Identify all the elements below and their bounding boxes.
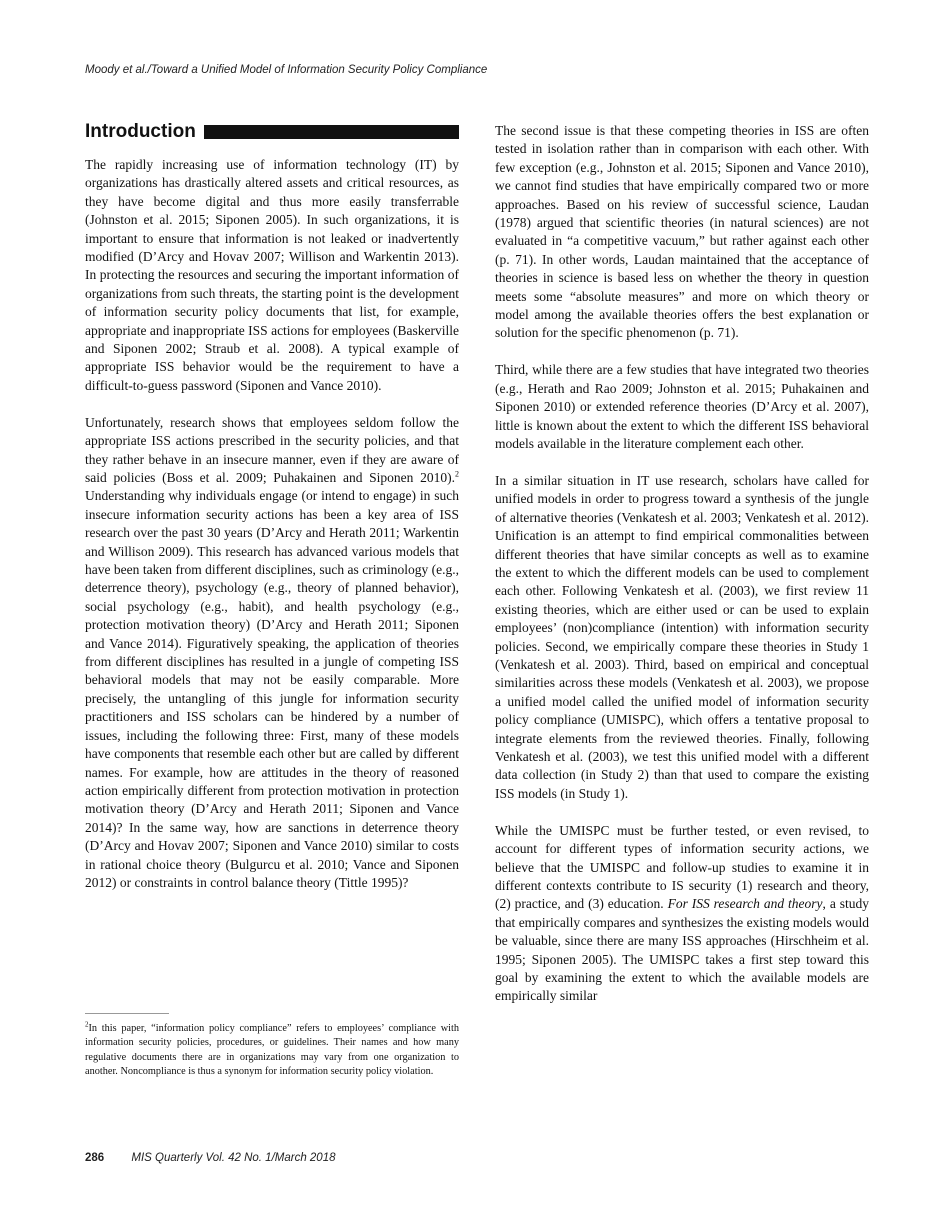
paragraph: The second issue is that these competing theories in ISS are often tested in isolation rather than in comparison with each other. With few exception (e.g., Johnston et al. 2015; Siponen and Vance 2010), we cannot find studies that have empirically compared two or more approaches. Based on his review of successful science, Laudan (1978) argued that scientific theories (in natural sciences) are not evaluated in “a competitive vacuum,” but rather against each other (p. 71). In other words, Laudan maintained that the acceptance of theories in science is based less on whether the theory in question meets some “absolute measures” and more on which theory or model among the available theories offers the best explanation or solution for the specific phenomenon (p. 71).	[495, 123, 869, 341]
running-header: Moody et al./Toward a Unified Model of Information Security Policy Compliance	[85, 64, 488, 76]
paragraph: The rapidly increasing use of information technology (IT) by organizations has drastically altered assets and critical resources, as they have become digital and thus more easily transferrable (Johnston et al. 2015; Siponen 2005). In such organizations, it is important to ensure that information is not leaked or inadvertently modified (D’Arcy and Hovav 2007; Willison and Warkentin 2013). In protecting the resources and securing the important information of organizations from such threats, the starting point is the development of information security policy documents that list, for example, appropriate and inappropriate ISS actions for employees (Baskerville and Siponen 2002; Straub et al. 2008). A typical example of appropriate ISS behavior would be the requirement to have a difficult-to-guess password (Siponen and Vance 2010).	[85, 157, 459, 393]
section-title: Introduction	[85, 121, 196, 142]
left-column	[85, 118, 459, 911]
journal-citation: MIS Quarterly Vol. 42 No. 1/March 2018	[131, 1152, 336, 1164]
paragraph-text: Understanding why individuals engage (or intend to engage) in such insecure information security actions has been a key area of ISS research over the past 30 years (D’Arcy and Herath 2011; Warkentin and Willison 2009). This research has advanced various models that have been taken from different disciplines, such as criminology (e.g., deterrence theory), psychology (e.g., theory of planned behavior), social psychology (e.g., habit), and health psychology (e.g., protection motivation theory) (D’Arcy and Herath 2011; Siponen and Vance 2014). Figuratively speaking, the application of theories from different disciplines has resulted in a jungle of competing ISS behavioral models that may not be easily comparable. More precisely, the untangling of this jungle for information security practitioners and ISS scholars can be hindered by a number of issues, including the following three: First, many of these models have components that resemble each other but are called by different names. For example, how are attitudes in the theory of reasoned action empirically different from protection motivation in protection motivation theory (D’Arcy and Herath 2011; Siponen and Vance 2014)? In the same way, how are sanctions in deterrence theory (D’Arcy and Hovav 2007; Siponen and Vance 2010) similar to costs in rational choice theory (Bulgurcu et al. 2010; Vance and Siponen 2012) or constraints in control balance theory (Tittle 1995)?	[85, 488, 459, 890]
footnote-reference: 2	[455, 469, 459, 479]
footnote	[85, 1022, 459, 1079]
paragraph-text: While the UMISPC must be further tested, or even revised, to account for different types of information security actions, we believe that the UMISPC and follow-up studies to examine it in different contexts contribute to IS security (1) research and theory, (2) practice, and (3) education.	[495, 822, 869, 912]
footnote-divider	[85, 1013, 169, 1014]
footnote-mark: 2	[85, 1020, 89, 1029]
footnote-text: In this paper, “information policy compliance” refers to employees’ compliance with information security policies, procedures, or guidelines. Their names and how many regulative documents there are in organizations may vary from one organization to another. Noncompliance is thus a synonym for information security policy violation.	[85, 1023, 459, 1077]
section-heading	[85, 118, 459, 146]
paragraph: Third, while there are a few studies that have integrated two theories (e.g., Herath and Rao 2009; Johnston et al. 2015; Puhakainen and Siponen 2010) or extended reference theories (D’Arcy et al. 2007), little is known about the extent to which the different ISS behavioral models available in the literature complement each other.	[495, 362, 869, 451]
emphasis-text: For ISS research and theory	[667, 896, 823, 912]
right-column	[495, 118, 869, 1024]
paragraph	[495, 822, 869, 1006]
heading-rule	[204, 125, 459, 139]
paragraph-text: Unfortunately, research shows that employees seldom follow the appropriate ISS actions prescribed in the security policies, and that they rather behave in an insecure manner, even if they are aware of said policies (Boss et al. 2009; Puhakainen and Siponen 2010).	[85, 414, 459, 485]
page-number: 286	[85, 1152, 105, 1164]
paragraph	[85, 414, 459, 893]
paragraph-text: , a study that empirically compares and synthesizes the existing models would be valuable, since there are many ISS approaches (Hirschheim et al. 1995; Siponen 2005). The UMISPC takes a first step toward this goal by examining the extent to which the available models are empirically similar	[495, 896, 870, 1004]
paragraph: In a similar situation in IT use research, scholars have called for unified models in order to progress toward a synthesis of the jungle of alternative theories (Venkatesh et al. 2003; Venkatesh et al. 2012). Unification is an attempt to find empirical commonalities between different theories that have similar concepts as well as to examine the extent to which the different models can be used to complement each other. Following Venkatesh et al. (2003), we first review 11 existing theories, which are either used or can be used to explain employees’ (non)compliance (intention) with information security policies. Second, we empirically compare these theories in Study 1 (Venkatesh et al. 2003). Third, based on empirical and conceptual similarities across these models (Venkatesh et al. 2003), we propose a unified model called the unified model of information security policy compliance (UMISPC), which offers a tentative proposal to integrate elements from the reviewed theories. Finally, following Venkatesh et al. (2003), we test this unified model with a different data collection (in Study 2) than that used to compare the existing ISS models (in Study 1).	[495, 472, 869, 801]
page-footer	[85, 1152, 336, 1164]
